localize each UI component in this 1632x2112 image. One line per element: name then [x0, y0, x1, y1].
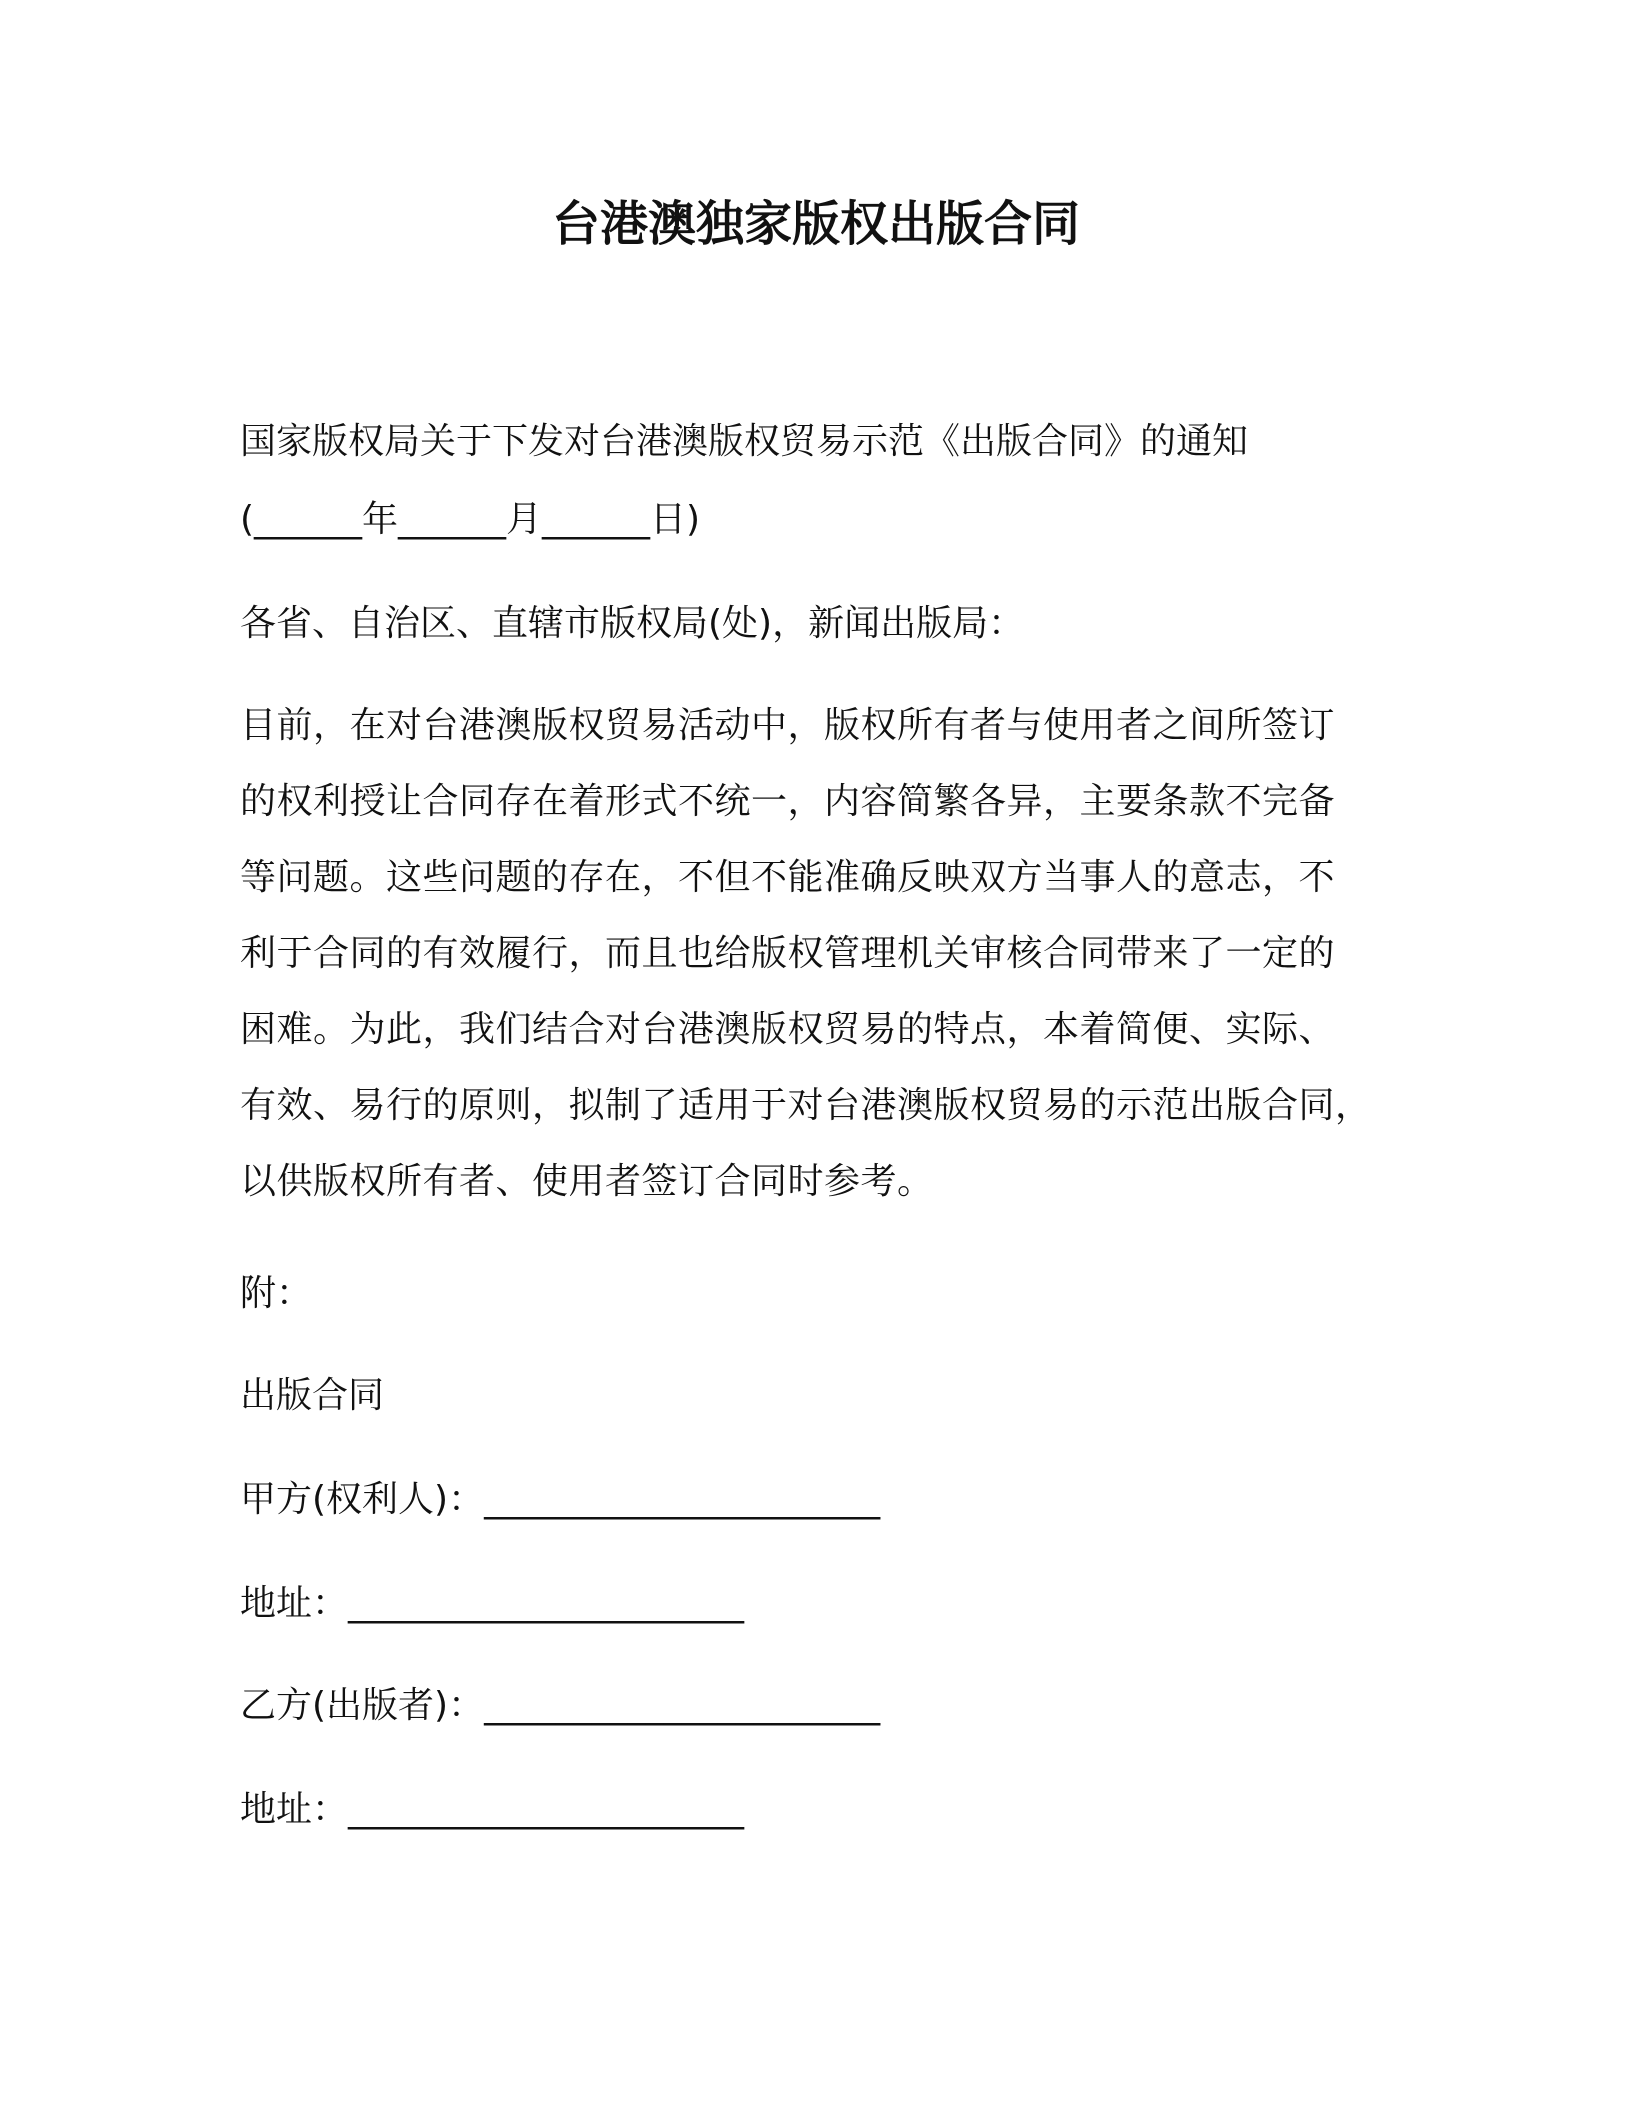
- party-b-address-field: 地址：______________________: [240, 1789, 745, 1830]
- body-line-4: 利于合同的有效履行，而且也给版权管理机关审核合同带来了一定的: [240, 933, 1336, 974]
- body-line-5: 困难。为此，我们结合对台港澳版权贸易的特点，本着简便、实际、: [240, 1009, 1336, 1050]
- body-line-1: 目前，在对台港澳版权贸易活动中，版权所有者与使用者之间所签订: [240, 705, 1336, 746]
- body-line-2: 的权利授让合同存在着形式不统一，内容简繁各异，主要条款不完备: [240, 781, 1336, 822]
- body-line-7: 以供版权所有者、使用者签订合同时参考。: [240, 1161, 934, 1202]
- salutation: 各省、自治区、直辖市版权局(处)，新闻出版局：: [240, 603, 1025, 644]
- contract-heading: 出版合同: [240, 1375, 385, 1416]
- notice-heading: 国家版权局关于下发对台港澳版权贸易示范《出版合同》的通知: [240, 421, 1249, 462]
- party-a-field: 甲方(权利人)：______________________: [240, 1479, 881, 1520]
- date-line: (______年______月______日): [240, 499, 701, 540]
- attachment-label: 附：: [240, 1273, 313, 1314]
- document-title: 台港澳独家版权出版合同: [551, 196, 1080, 252]
- party-a-address-field: 地址：______________________: [240, 1583, 745, 1624]
- party-b-field: 乙方(出版者)：______________________: [240, 1685, 881, 1726]
- body-line-3: 等问题。这些问题的存在，不但不能准确反映双方当事人的意志，不: [240, 857, 1336, 898]
- body-line-6: 有效、易行的原则，拟制了适用于对台港澳版权贸易的示范出版合同，: [240, 1085, 1372, 1126]
